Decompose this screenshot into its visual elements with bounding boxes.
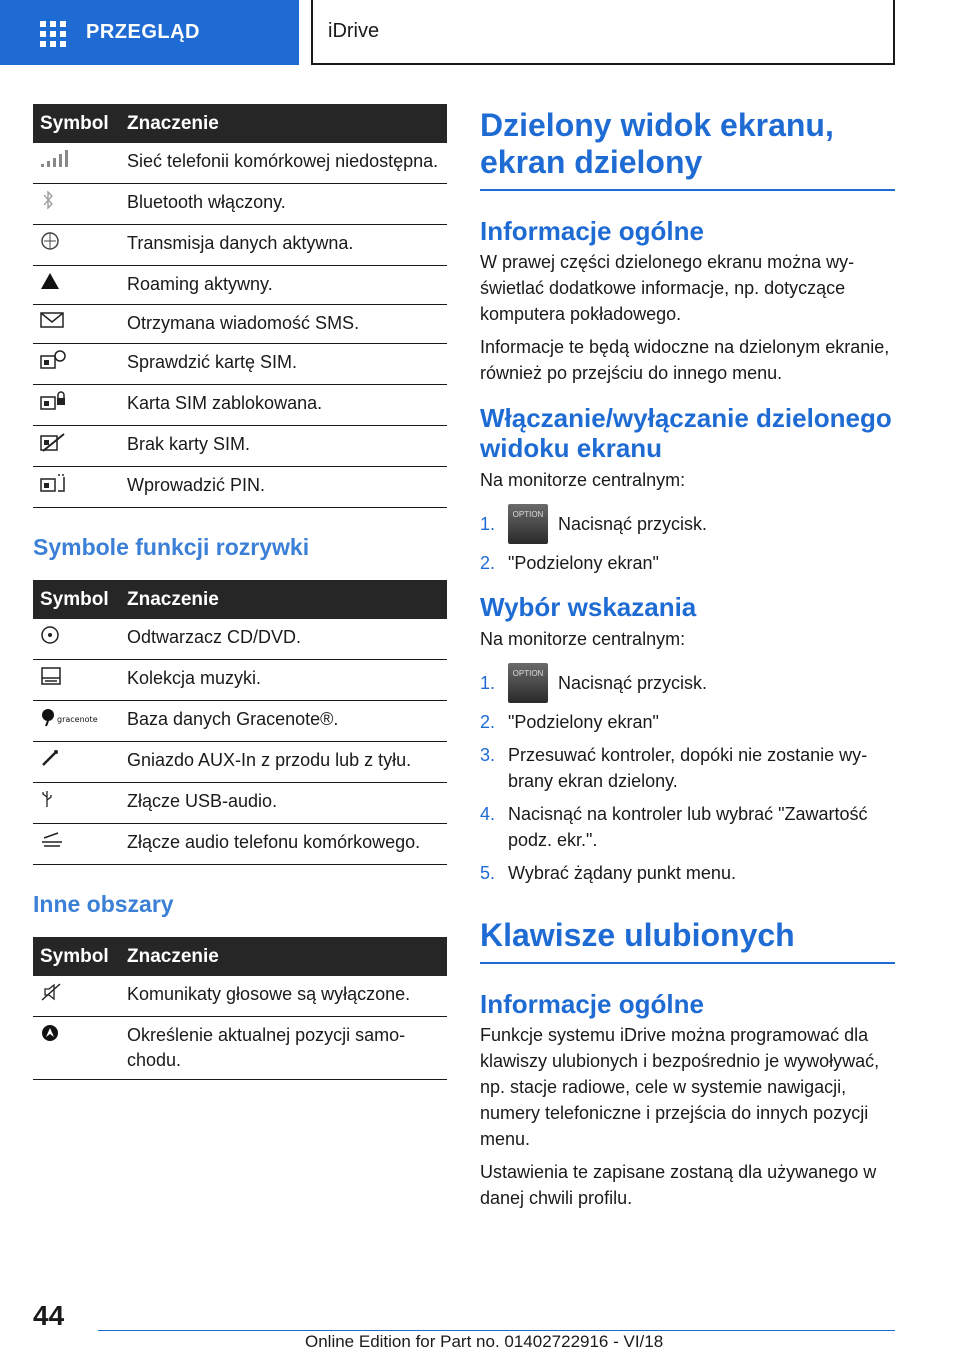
svg-text:gracenote: gracenote [57, 715, 98, 724]
step-number: 3. [480, 745, 496, 765]
footer-rule [98, 1330, 895, 1331]
signal-bars-icon [33, 143, 127, 184]
table-row [33, 976, 447, 1017]
step-number: 2. [480, 712, 496, 732]
chapter-title: iDrive [311, 0, 895, 65]
subheading-select-display: Wybór wskazania [480, 592, 697, 622]
music-collection-icon [33, 660, 127, 701]
paragraph: Funkcje systemu iDrive można programować dla klawiszy ulubionych i bezpośrednio je wywoływać, np. stacje radiowe, cele w systemie nawigacji, numery telefoniczne i przejścia do innych pozycji menu. [480, 1025, 880, 1149]
list-item [480, 504, 895, 544]
step-text: "Podzielony ekran" [508, 712, 659, 732]
sim-pin-icon [33, 467, 127, 508]
table-row [33, 1017, 447, 1080]
section-title-other: Inne obszary [33, 891, 174, 917]
col-header-symbol: Symbol [33, 580, 127, 619]
step-number: 1. [480, 514, 496, 534]
option-button-icon: OPTION [508, 504, 548, 544]
table-row [33, 266, 447, 305]
row-text: Kolekcja muzyki. [127, 660, 447, 701]
vehicle-position-icon [33, 1017, 127, 1080]
col-header-meaning: Znaczenie [127, 580, 447, 619]
row-text: Roaming aktywny. [127, 266, 447, 305]
heading-rule [480, 189, 895, 191]
section-label: PRZEGLĄD [86, 21, 200, 43]
section-title-entertainment: Symbole funkcji rozrywki [33, 534, 310, 560]
voice-off-icon [33, 976, 127, 1017]
col-header-symbol: Symbol [33, 104, 127, 143]
step-number: 2. [480, 553, 496, 573]
gracenote-icon [33, 701, 127, 742]
table-row [33, 783, 447, 824]
table-row [33, 184, 447, 225]
row-text: Transmisja danych aktywna. [127, 225, 447, 266]
list-item [480, 550, 895, 576]
col-header-symbol: Symbol [33, 937, 127, 976]
row-text: Karta SIM zablokowana. [127, 385, 447, 426]
phone-audio-icon [33, 824, 127, 865]
aux-in-icon [33, 742, 127, 783]
table-row [33, 385, 447, 426]
table-row [33, 467, 447, 508]
list-item [480, 663, 895, 703]
step-text: "Podzielony ekran" [508, 553, 659, 573]
step-text: Przesuwać kontroler, dopóki nie zostanie wybrany ekran dzielony. [508, 745, 868, 791]
table-row [33, 742, 447, 783]
left-column [33, 104, 447, 1080]
heading-rule [480, 962, 895, 964]
symbol-table-phone [33, 104, 447, 508]
step-number: 4. [480, 804, 496, 824]
table-row [33, 660, 447, 701]
right-column [480, 104, 895, 1211]
heading-favorites: Klawisze ulubionych [480, 917, 795, 953]
row-text: Złącze audio telefonu komórkowego. [127, 824, 447, 865]
table-row [33, 701, 447, 742]
subheading-on-off: Włączanie/wyłączanie dzielonego widoku ekranu [480, 403, 892, 463]
row-text: Gniazdo AUX-In z przodu lub z tyłu. [127, 742, 447, 783]
grid-menu-icon [40, 21, 66, 45]
paragraph: W prawej części dzielonego ekranu można wyświetlać dodatkowe informacje, np. dotyczące komputera pokładowego. [480, 252, 855, 324]
table-row [33, 619, 447, 660]
step-number: 1. [480, 673, 496, 693]
list-item [480, 709, 895, 735]
symbol-table-entertainment [33, 580, 447, 865]
table-row [33, 225, 447, 266]
row-text: Otrzymana wiadomość SMS. [127, 305, 447, 344]
table-row [33, 305, 447, 344]
heading-split-screen: Dzielony widok ekranu, ekran dzielony [480, 107, 834, 180]
row-text: Brak karty SIM. [127, 426, 447, 467]
no-sim-icon [33, 426, 127, 467]
symbol-table-other [33, 937, 447, 1080]
cd-dvd-icon [33, 619, 127, 660]
option-button-icon: OPTION [508, 663, 548, 703]
row-text: Odtwarzacz CD/DVD. [127, 619, 447, 660]
table-row [33, 344, 447, 385]
list-item [480, 742, 895, 794]
paragraph: Ustawienia te zapisane zostaną dla używanego w danej chwili profilu. [480, 1162, 877, 1208]
step-text: Nacisnąć na kontroler lub wybrać "Zawartość podz. ekr.". [508, 804, 868, 850]
row-text: Baza danych Gracenote®. [127, 701, 447, 742]
row-text: Sieć telefonii komórkowej niedostępna. [127, 143, 447, 184]
paragraph: Na monitorze centralnym: [480, 629, 686, 649]
row-text: Bluetooth włączony. [127, 184, 447, 225]
subheading-general-2: Informacje ogólne [480, 989, 704, 1019]
step-number: 5. [480, 863, 496, 883]
paragraph: Informacje te będą widoczne na dzielonym ekranie, również po przejściu do innego menu. [480, 337, 890, 383]
sim-check-icon [33, 344, 127, 385]
list-item [480, 801, 895, 853]
step-text: Nacisnąć przycisk. [558, 514, 708, 534]
subheading-general-1: Informacje ogólne [480, 216, 704, 246]
table-row [33, 824, 447, 865]
step-text: Nacisnąć przycisk. [558, 673, 708, 693]
row-text: Złącze USB-audio. [127, 783, 447, 824]
data-transfer-icon [33, 225, 127, 266]
row-text: Określenie aktualnej pozycji samochodu. [127, 1017, 447, 1080]
section-tab[interactable] [0, 0, 299, 65]
step-text: Wybrać żądany punkt menu. [508, 863, 736, 883]
table-row [33, 426, 447, 467]
row-text: Sprawdzić kartę SIM. [127, 344, 447, 385]
bluetooth-icon [33, 184, 127, 225]
row-text: Komunikaty głosowe są wyłączone. [127, 976, 447, 1017]
col-header-meaning: Znaczenie [127, 937, 447, 976]
page-number: 44 [33, 1300, 65, 1331]
usb-icon [33, 783, 127, 824]
table-row [33, 143, 447, 184]
sim-locked-icon [33, 385, 127, 426]
col-header-meaning: Znaczenie [127, 104, 447, 143]
envelope-icon [33, 305, 127, 344]
paragraph: Na monitorze centralnym: [480, 470, 686, 490]
list-item [480, 860, 895, 886]
roaming-triangle-icon [33, 266, 127, 305]
edition-text: Online Edition for Part no. 01402722916 - VI/18 [305, 1332, 664, 1351]
row-text: Wprowadzić PIN. [127, 467, 447, 508]
